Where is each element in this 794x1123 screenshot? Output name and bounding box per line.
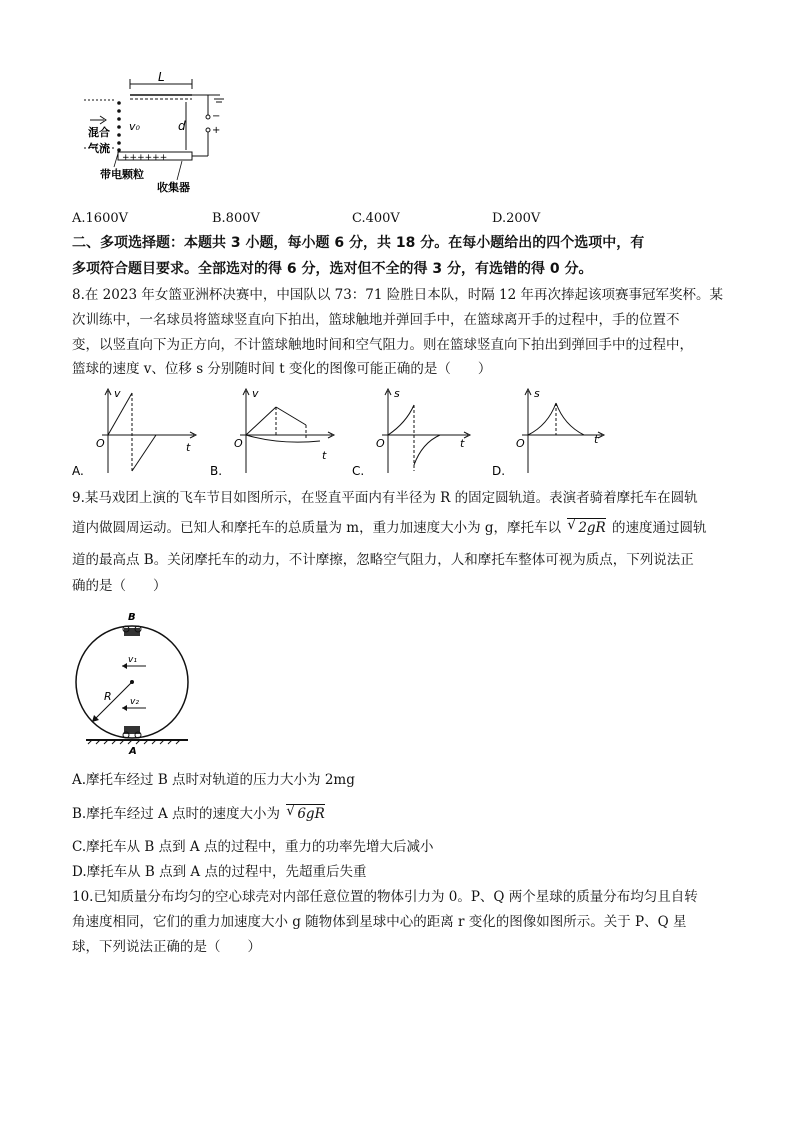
q7-option-c: C.400V — [352, 211, 400, 226]
q8-graph-b — [210, 385, 340, 480]
svg-text:O: O — [96, 437, 105, 450]
q8-line1: 8.在 2023 年女篮亚洲杯决赛中，中国队以 73：71 险胜日本队，时隔 12 年再次捧起该项赛事冠军奖杯。某 — [72, 287, 724, 303]
q9-option-a: A.摩托车经过 B 点时对轨道的压力大小为 2mg — [72, 772, 355, 788]
section2-line2: 多项符合题目要求。全部选对的得 6 分，选对但不全的得 3 分，有选错的得 0 分。 — [72, 261, 593, 277]
collector-figure — [82, 70, 232, 198]
label-particle: 带电颗粒 — [100, 168, 144, 181]
svg-text:t: t — [460, 437, 465, 450]
plus-row: ++++++ — [122, 153, 168, 163]
q8-label-c: C. — [352, 464, 365, 478]
q7-option-d: D.200V — [492, 211, 541, 226]
q8-label-d: D. — [492, 464, 506, 478]
label-plus: + — [212, 125, 221, 136]
q8-line2: 次训练中，一名球员将篮球竖直向下拍出，篮球触地并弹回手中，在篮球离开手的过程中，手的位置不 — [72, 312, 680, 328]
q9-line3: 道的最高点 B。关闭摩托车的动力，不计摩擦，忽略空气阻力，人和摩托车整体可视为质点，下列说法正 — [72, 552, 694, 568]
label-v1: v₁ — [128, 655, 137, 665]
q8-label-a: A. — [72, 464, 84, 478]
svg-text:t: t — [594, 433, 599, 446]
q9-option-c: C.摩托车从 B 点到 A 点的过程中，重力的功率先增大后减小 — [72, 839, 434, 855]
svg-text:v: v — [252, 387, 259, 400]
label-A: A — [129, 746, 137, 757]
q10-line2: 角速度相同，它们的重力加速度大小 g 随物体到星球中心的距离 r 变化的图像如图所示。关于 P、Q 星 — [72, 914, 687, 930]
label-airflow: 气流 — [88, 142, 110, 155]
svg-text:v: v — [114, 387, 121, 400]
q8-graph-c — [350, 385, 480, 480]
label-d: d — [178, 119, 186, 133]
q9-line4: 确的是（ ） — [72, 578, 167, 594]
q10-line1: 10.已知质量分布均匀的空心球壳对内部任意位置的物体引力为 0。P、Q 两个星球的质量分布均匀且自转 — [72, 889, 698, 905]
q8-label-b: B. — [210, 464, 223, 478]
label-mixed: 混合 — [88, 126, 110, 139]
label-R: R — [104, 690, 112, 703]
svg-text:t: t — [186, 441, 191, 454]
label-minus: − — [212, 111, 221, 122]
sqrt-6gR: √ 6gR — [286, 803, 325, 822]
q9-circle-figure — [66, 608, 206, 758]
q8-graph-d — [490, 385, 620, 480]
label-v0: v₀ — [129, 120, 140, 133]
q9-option-d: D.摩托车从 B 点到 A 点的过程中，先超重后失重 — [72, 864, 367, 880]
svg-text:s: s — [534, 387, 540, 400]
q9-line2: 道内做圆周运动。已知人和摩托车的总质量为 m，重力加速度大小为 g，摩托车以 √ 2gR 的速度通过圆轨 — [72, 517, 707, 536]
q8-line3: 变，以竖直向下为正方向，不计篮球触地时间和空气阻力。则在篮球竖直向下拍出到弹回手中的过程中， — [72, 337, 693, 353]
q7-option-a: A.1600V — [72, 211, 128, 226]
sqrt-2gR: √ 2gR — [567, 517, 606, 536]
svg-text:O: O — [376, 437, 385, 450]
q9-option-b: B.摩托车经过 A 点时的速度大小为 √ 6gR — [72, 803, 325, 822]
q8-graph-a — [72, 385, 202, 480]
svg-text:O: O — [234, 437, 243, 450]
section2-line1: 二、多项选择题：本题共 3 小题，每小题 6 分，共 18 分。在每小题给出的四个选项中，有 — [72, 235, 645, 251]
label-B: B — [128, 612, 136, 623]
q9-line1: 9.某马戏团上演的飞车节目如图所示，在竖直平面内有半径为 R 的固定圆轨道。表演者骑着摩托车在圆轨 — [72, 490, 698, 506]
label-collector: 收集器 — [157, 181, 190, 194]
q8-line4: 篮球的速度 v、位移 s 分别随时间 t 变化的图像可能正确的是（ ） — [72, 361, 492, 377]
q7-option-b: B.800V — [212, 211, 260, 226]
label-L: L — [158, 70, 165, 84]
svg-text:t: t — [322, 449, 327, 462]
label-v2: v₂ — [130, 697, 139, 707]
q10-line3: 球，下列说法正确的是（ ） — [72, 939, 261, 955]
svg-text:s: s — [394, 387, 400, 400]
svg-text:O: O — [516, 437, 525, 450]
